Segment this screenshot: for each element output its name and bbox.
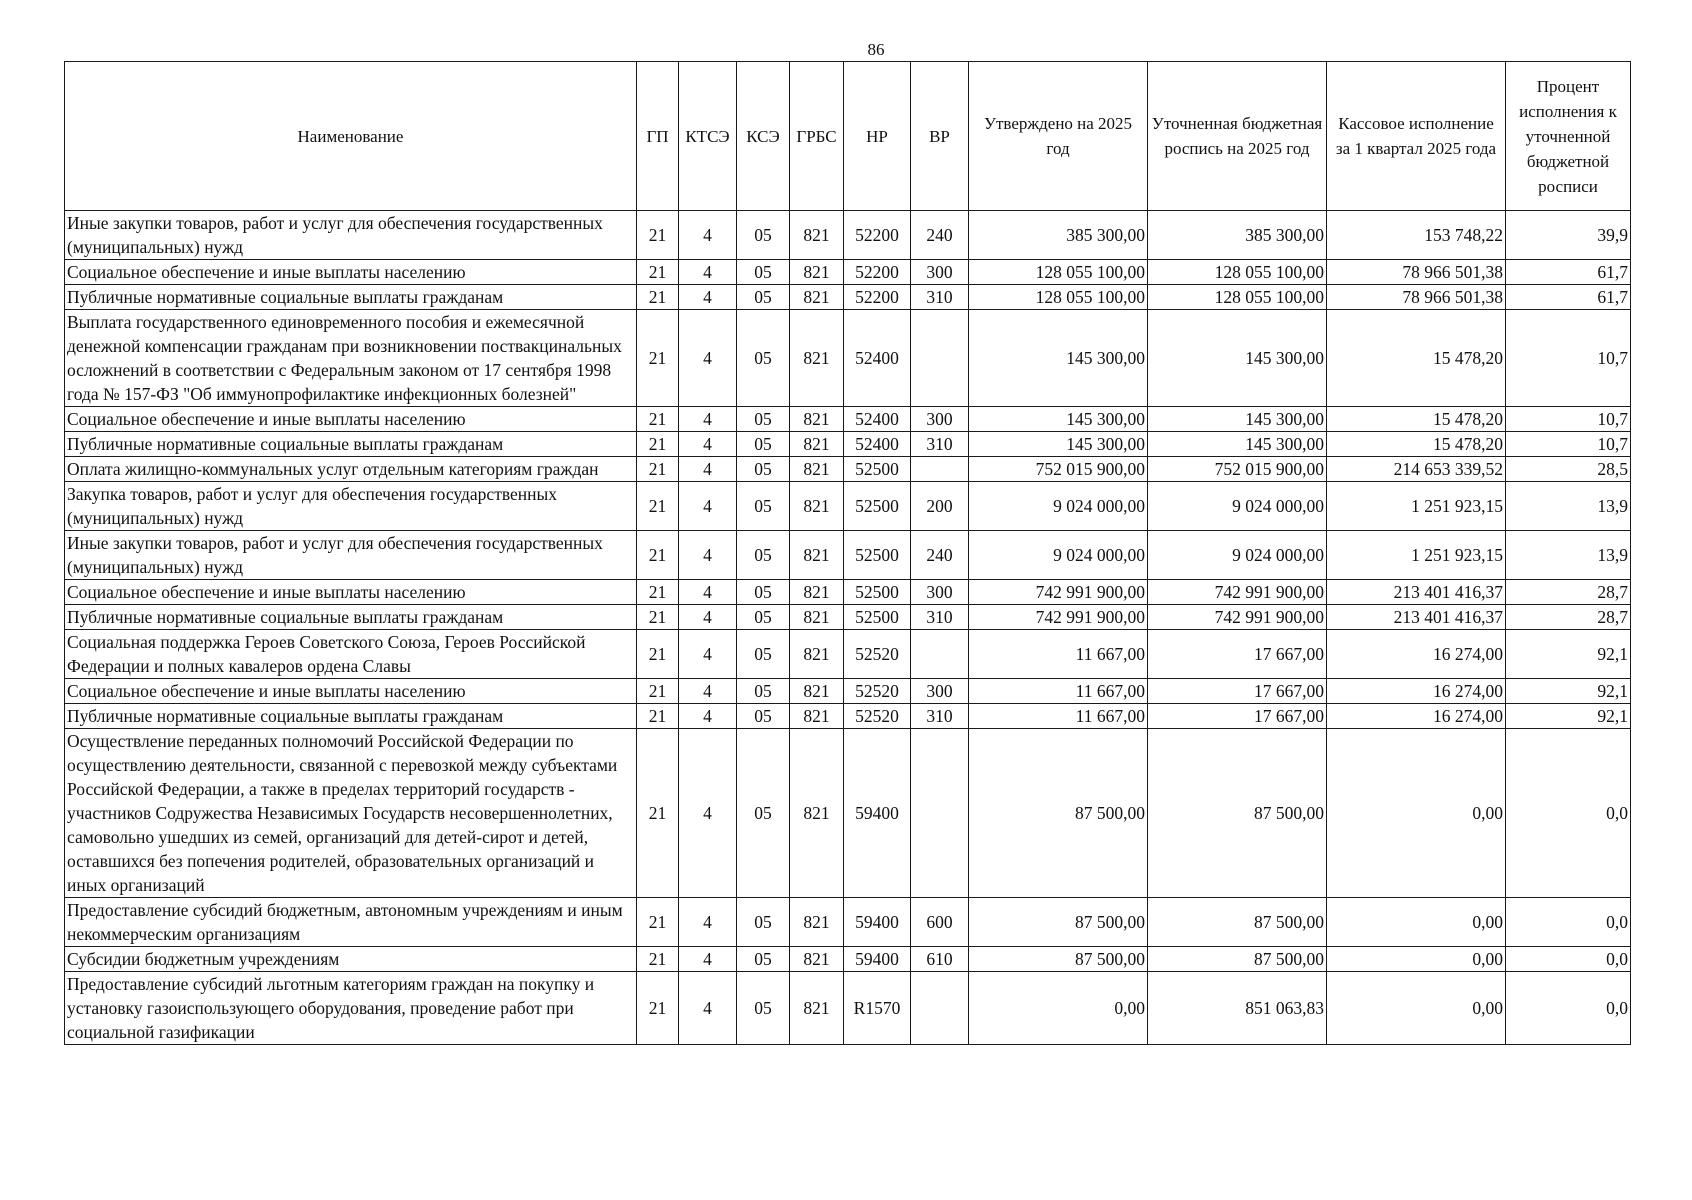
execution-percent: 0,0 [1506, 729, 1631, 898]
gp-cell: 21 [637, 704, 679, 729]
vr-cell: 300 [911, 580, 969, 605]
row-name: Публичные нормативные социальные выплаты гражданам [65, 605, 637, 630]
refined-amount: 742 991 900,00 [1148, 580, 1327, 605]
table-row [65, 407, 1631, 432]
column-header: КТСЭ [679, 62, 737, 211]
gp-cell: 21 [637, 432, 679, 457]
row-name: Социальное обеспечение и иные выплаты населению [65, 260, 637, 285]
grbs-cell: 821 [790, 947, 844, 972]
vr-cell: 600 [911, 898, 969, 947]
execution-percent: 0,0 [1506, 947, 1631, 972]
execution-percent: 92,1 [1506, 630, 1631, 679]
cash-execution: 1 251 923,15 [1327, 531, 1506, 580]
grbs-cell: 821 [790, 704, 844, 729]
ktse-cell: 4 [679, 482, 737, 531]
row-name: Предоставление субсидий льготным категориям граждан на покупку и установку газоиспользующего оборудования, проведение работ при социальной газификации [65, 972, 637, 1045]
refined-amount: 742 991 900,00 [1148, 605, 1327, 630]
vr-cell: 300 [911, 260, 969, 285]
table-row [65, 729, 1631, 898]
execution-percent: 61,7 [1506, 285, 1631, 310]
grbs-cell: 821 [790, 285, 844, 310]
approved-amount: 87 500,00 [969, 729, 1148, 898]
nr-cell: 59400 [844, 947, 911, 972]
nr-cell: 59400 [844, 729, 911, 898]
table-row [65, 972, 1631, 1045]
vr-cell [911, 972, 969, 1045]
table-row [65, 679, 1631, 704]
approved-amount: 145 300,00 [969, 310, 1148, 407]
approved-amount: 11 667,00 [969, 679, 1148, 704]
gp-cell: 21 [637, 630, 679, 679]
column-header: Кассовое исполнение за 1 квартал 2025 года [1327, 62, 1506, 211]
nr-cell: 52400 [844, 432, 911, 457]
grbs-cell: 821 [790, 482, 844, 531]
execution-percent: 10,7 [1506, 432, 1631, 457]
approved-amount: 145 300,00 [969, 432, 1148, 457]
ktse-cell: 4 [679, 285, 737, 310]
ktse-cell: 4 [679, 531, 737, 580]
refined-amount: 385 300,00 [1148, 211, 1327, 260]
page-number: 86 [867, 40, 885, 59]
vr-cell [911, 729, 969, 898]
row-name: Предоставление субсидий бюджетным, автономным учреждениям и иным некоммерческим организациям [65, 898, 637, 947]
execution-percent: 13,9 [1506, 531, 1631, 580]
approved-amount: 385 300,00 [969, 211, 1148, 260]
ktse-cell: 4 [679, 630, 737, 679]
vr-cell: 310 [911, 605, 969, 630]
column-header: Наименование [65, 62, 637, 211]
cash-execution: 16 274,00 [1327, 630, 1506, 679]
nr-cell: 52500 [844, 482, 911, 531]
grbs-cell: 821 [790, 531, 844, 580]
row-name: Выплата государственного единовременного пособия и ежемесячной денежной компенсации гражданам при возникновении поствакцинальных осложнений в соответствии с Федеральным законом от 17 сентября 1998 года № 157-ФЗ "Об иммунопрофилактике инфекционных болезней" [65, 310, 637, 407]
nr-cell: R1570 [844, 972, 911, 1045]
gp-cell: 21 [637, 729, 679, 898]
row-name: Социальное обеспечение и иные выплаты населению [65, 407, 637, 432]
cash-execution: 0,00 [1327, 898, 1506, 947]
refined-amount: 145 300,00 [1148, 407, 1327, 432]
cash-execution: 15 478,20 [1327, 432, 1506, 457]
approved-amount: 128 055 100,00 [969, 260, 1148, 285]
row-name: Публичные нормативные социальные выплаты гражданам [65, 285, 637, 310]
kse-cell: 05 [737, 260, 790, 285]
execution-percent: 28,7 [1506, 580, 1631, 605]
table-body [65, 211, 1631, 1045]
approved-amount: 0,00 [969, 972, 1148, 1045]
execution-percent: 0,0 [1506, 898, 1631, 947]
gp-cell: 21 [637, 260, 679, 285]
vr-cell: 610 [911, 947, 969, 972]
nr-cell: 52520 [844, 679, 911, 704]
table-row [65, 630, 1631, 679]
table-row [65, 531, 1631, 580]
column-header: Утверждено на 2025 год [969, 62, 1148, 211]
nr-cell: 52400 [844, 310, 911, 407]
ktse-cell: 4 [679, 898, 737, 947]
refined-amount: 128 055 100,00 [1148, 285, 1327, 310]
refined-amount: 87 500,00 [1148, 898, 1327, 947]
nr-cell: 52400 [844, 407, 911, 432]
vr-cell [911, 310, 969, 407]
table-row [65, 211, 1631, 260]
vr-cell: 300 [911, 679, 969, 704]
nr-cell: 52500 [844, 531, 911, 580]
ktse-cell: 4 [679, 457, 737, 482]
column-header: ВР [911, 62, 969, 211]
kse-cell: 05 [737, 605, 790, 630]
execution-percent: 61,7 [1506, 260, 1631, 285]
gp-cell: 21 [637, 605, 679, 630]
gp-cell: 21 [637, 531, 679, 580]
kse-cell: 05 [737, 482, 790, 531]
refined-amount: 17 667,00 [1148, 704, 1327, 729]
approved-amount: 752 015 900,00 [969, 457, 1148, 482]
row-name: Публичные нормативные социальные выплаты гражданам [65, 432, 637, 457]
table-row [65, 605, 1631, 630]
cash-execution: 213 401 416,37 [1327, 580, 1506, 605]
vr-cell [911, 630, 969, 679]
column-header: Уточненная бюджетная роспись на 2025 год [1148, 62, 1327, 211]
cash-execution: 214 653 339,52 [1327, 457, 1506, 482]
vr-cell: 200 [911, 482, 969, 531]
gp-cell: 21 [637, 898, 679, 947]
refined-amount: 851 063,83 [1148, 972, 1327, 1045]
cash-execution: 213 401 416,37 [1327, 605, 1506, 630]
approved-amount: 87 500,00 [969, 898, 1148, 947]
ktse-cell: 4 [679, 260, 737, 285]
kse-cell: 05 [737, 630, 790, 679]
ktse-cell: 4 [679, 580, 737, 605]
table-row [65, 482, 1631, 531]
column-header: ГП [637, 62, 679, 211]
nr-cell: 52500 [844, 605, 911, 630]
refined-amount: 145 300,00 [1148, 432, 1327, 457]
refined-amount: 9 024 000,00 [1148, 531, 1327, 580]
column-header: ГРБС [790, 62, 844, 211]
approved-amount: 9 024 000,00 [969, 482, 1148, 531]
ktse-cell: 4 [679, 679, 737, 704]
grbs-cell: 821 [790, 260, 844, 285]
approved-amount: 742 991 900,00 [969, 605, 1148, 630]
grbs-cell: 821 [790, 729, 844, 898]
vr-cell: 310 [911, 432, 969, 457]
execution-percent: 10,7 [1506, 407, 1631, 432]
approved-amount: 11 667,00 [969, 630, 1148, 679]
table-row [65, 285, 1631, 310]
grbs-cell: 821 [790, 310, 844, 407]
gp-cell: 21 [637, 482, 679, 531]
table-row [65, 260, 1631, 285]
row-name: Иные закупки товаров, работ и услуг для обеспечения государственных (муниципальных) нужд [65, 211, 637, 260]
gp-cell: 21 [637, 211, 679, 260]
grbs-cell: 821 [790, 432, 844, 457]
kse-cell: 05 [737, 679, 790, 704]
cash-execution: 0,00 [1327, 729, 1506, 898]
table-row [65, 432, 1631, 457]
ktse-cell: 4 [679, 211, 737, 260]
approved-amount: 742 991 900,00 [969, 580, 1148, 605]
ktse-cell: 4 [679, 729, 737, 898]
grbs-cell: 821 [790, 898, 844, 947]
ktse-cell: 4 [679, 432, 737, 457]
refined-amount: 87 500,00 [1148, 729, 1327, 898]
cash-execution: 153 748,22 [1327, 211, 1506, 260]
cash-execution: 16 274,00 [1327, 679, 1506, 704]
grbs-cell: 821 [790, 630, 844, 679]
header-row [65, 62, 1631, 211]
execution-percent: 28,5 [1506, 457, 1631, 482]
refined-amount: 9 024 000,00 [1148, 482, 1327, 531]
approved-amount: 145 300,00 [969, 407, 1148, 432]
refined-amount: 17 667,00 [1148, 679, 1327, 704]
refined-amount: 87 500,00 [1148, 947, 1327, 972]
approved-amount: 11 667,00 [969, 704, 1148, 729]
kse-cell: 05 [737, 972, 790, 1045]
kse-cell: 05 [737, 285, 790, 310]
kse-cell: 05 [737, 310, 790, 407]
grbs-cell: 821 [790, 605, 844, 630]
row-name: Иные закупки товаров, работ и услуг для обеспечения государственных (муниципальных) нужд [65, 531, 637, 580]
nr-cell: 52200 [844, 260, 911, 285]
approved-amount: 9 024 000,00 [969, 531, 1148, 580]
grbs-cell: 821 [790, 679, 844, 704]
kse-cell: 05 [737, 457, 790, 482]
cash-execution: 15 478,20 [1327, 310, 1506, 407]
execution-percent: 39,9 [1506, 211, 1631, 260]
kse-cell: 05 [737, 432, 790, 457]
nr-cell: 52200 [844, 285, 911, 310]
gp-cell: 21 [637, 285, 679, 310]
nr-cell: 52200 [844, 211, 911, 260]
kse-cell: 05 [737, 211, 790, 260]
kse-cell: 05 [737, 898, 790, 947]
kse-cell: 05 [737, 407, 790, 432]
row-name: Осуществление переданных полномочий Российской Федерации по осуществлению деятельности, связанной с перевозкой между субъектами Российской Федерации, а также в пределах территорий государств - участников Содружества Независимых Государств несовершеннолетних, самовольно ушедших из семей, организаций для детей-сирот и детей, оставшихся без попечения родителей, образовательных организаций и иных организаций [65, 729, 637, 898]
gp-cell: 21 [637, 580, 679, 605]
grbs-cell: 821 [790, 457, 844, 482]
kse-cell: 05 [737, 729, 790, 898]
nr-cell: 59400 [844, 898, 911, 947]
nr-cell: 52520 [844, 630, 911, 679]
vr-cell: 310 [911, 285, 969, 310]
kse-cell: 05 [737, 704, 790, 729]
cash-execution: 0,00 [1327, 947, 1506, 972]
refined-amount: 752 015 900,00 [1148, 457, 1327, 482]
refined-amount: 17 667,00 [1148, 630, 1327, 679]
kse-cell: 05 [737, 580, 790, 605]
gp-cell: 21 [637, 457, 679, 482]
grbs-cell: 821 [790, 972, 844, 1045]
row-name: Субсидии бюджетным учреждениям [65, 947, 637, 972]
execution-percent: 10,7 [1506, 310, 1631, 407]
column-header: Процент исполнения к уточненной бюджетной росписи [1506, 62, 1631, 211]
cash-execution: 78 966 501,38 [1327, 285, 1506, 310]
table-row [65, 947, 1631, 972]
vr-cell [911, 457, 969, 482]
row-name: Социальное обеспечение и иные выплаты населению [65, 580, 637, 605]
grbs-cell: 821 [790, 407, 844, 432]
kse-cell: 05 [737, 531, 790, 580]
table-row [65, 704, 1631, 729]
table-row [65, 898, 1631, 947]
row-name: Оплата жилищно-коммунальных услуг отдельным категориям граждан [65, 457, 637, 482]
gp-cell: 21 [637, 947, 679, 972]
table-row [65, 310, 1631, 407]
vr-cell: 240 [911, 531, 969, 580]
grbs-cell: 821 [790, 580, 844, 605]
cash-execution: 16 274,00 [1327, 704, 1506, 729]
vr-cell: 310 [911, 704, 969, 729]
row-name: Закупка товаров, работ и услуг для обеспечения государственных (муниципальных) нужд [65, 482, 637, 531]
refined-amount: 145 300,00 [1148, 310, 1327, 407]
gp-cell: 21 [637, 310, 679, 407]
gp-cell: 21 [637, 679, 679, 704]
row-name: Социальное обеспечение и иные выплаты населению [65, 679, 637, 704]
table-row [65, 457, 1631, 482]
cash-execution: 15 478,20 [1327, 407, 1506, 432]
nr-cell: 52520 [844, 704, 911, 729]
ktse-cell: 4 [679, 947, 737, 972]
cash-execution: 0,00 [1327, 972, 1506, 1045]
approved-amount: 128 055 100,00 [969, 285, 1148, 310]
column-header: КСЭ [737, 62, 790, 211]
vr-cell: 240 [911, 211, 969, 260]
kse-cell: 05 [737, 947, 790, 972]
approved-amount: 87 500,00 [969, 947, 1148, 972]
cash-execution: 1 251 923,15 [1327, 482, 1506, 531]
nr-cell: 52500 [844, 457, 911, 482]
ktse-cell: 4 [679, 310, 737, 407]
execution-percent: 92,1 [1506, 679, 1631, 704]
gp-cell: 21 [637, 407, 679, 432]
ktse-cell: 4 [679, 605, 737, 630]
execution-percent: 0,0 [1506, 972, 1631, 1045]
execution-percent: 13,9 [1506, 482, 1631, 531]
execution-percent: 28,7 [1506, 605, 1631, 630]
vr-cell: 300 [911, 407, 969, 432]
execution-percent: 92,1 [1506, 704, 1631, 729]
cash-execution: 78 966 501,38 [1327, 260, 1506, 285]
column-header: НР [844, 62, 911, 211]
ktse-cell: 4 [679, 704, 737, 729]
table-row [65, 580, 1631, 605]
ktse-cell: 4 [679, 972, 737, 1045]
nr-cell: 52500 [844, 580, 911, 605]
grbs-cell: 821 [790, 211, 844, 260]
row-name: Публичные нормативные социальные выплаты гражданам [65, 704, 637, 729]
refined-amount: 128 055 100,00 [1148, 260, 1327, 285]
ktse-cell: 4 [679, 407, 737, 432]
budget-table [64, 61, 1631, 1045]
row-name: Социальная поддержка Героев Советского Союза, Героев Российской Федерации и полных кавалеров ордена Славы [65, 630, 637, 679]
gp-cell: 21 [637, 972, 679, 1045]
